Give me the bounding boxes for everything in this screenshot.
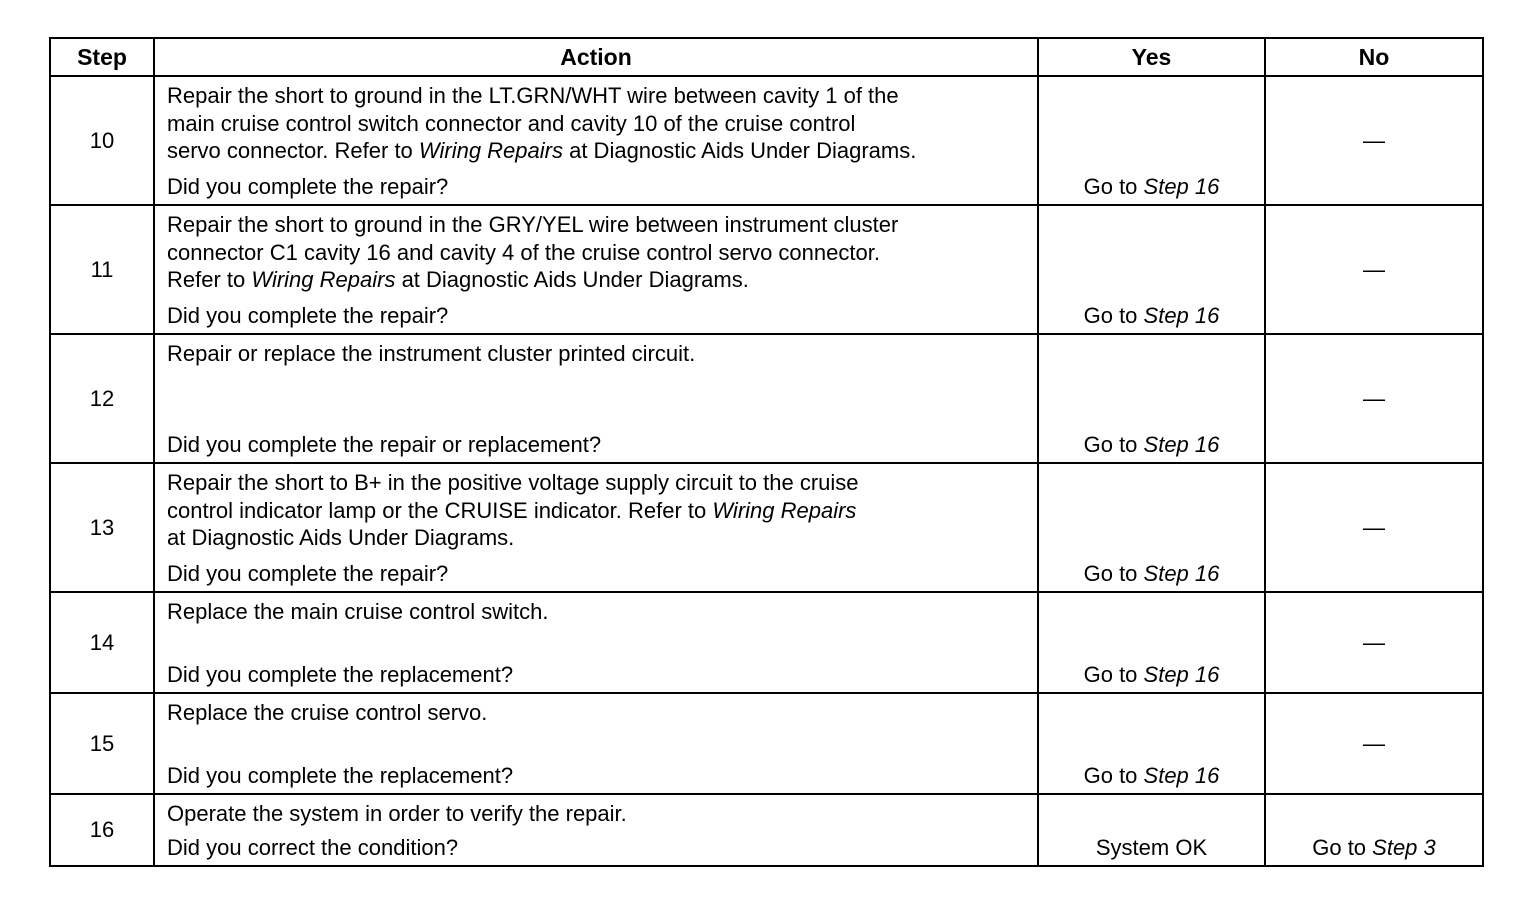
action-cell (154, 334, 1038, 463)
step-number: 10 (50, 76, 154, 205)
action-description: Repair the short to ground in the LT.GRN/WHT wire between cavity 1 of the main cruise control switch connector and cavity 10 of the cruise control servo connector. Refer to Wiring Repairs at Diagnostic Aids Under Diagrams. (167, 83, 917, 163)
no-cell: — (1265, 205, 1483, 334)
diagnostic-table (49, 37, 1484, 867)
header-step: Step (50, 38, 154, 76)
action-cell (154, 463, 1038, 592)
action-cell (154, 76, 1038, 205)
reference-link-text: Wiring Repairs (251, 267, 396, 292)
table-row (50, 76, 1483, 205)
diagnostic-table-sheet (49, 37, 1482, 867)
action-question: Did you correct the condition? (167, 834, 459, 860)
step-number: 13 (50, 463, 154, 592)
reference-link-text: Wiring Repairs (418, 138, 563, 163)
action-question: Did you complete the replacement? (167, 762, 514, 788)
action-question: Did you complete the replacement? (167, 661, 514, 687)
yes-cell: Go to Step 16 (1038, 205, 1265, 334)
action-question: Did you complete the repair? (167, 560, 449, 586)
action-cell (154, 205, 1038, 334)
yes-cell: System OK (1038, 794, 1265, 866)
step-number: 14 (50, 592, 154, 693)
action-question: Did you complete the repair or replacement? (167, 431, 602, 457)
no-cell: — (1265, 463, 1483, 592)
no-cell: — (1265, 76, 1483, 205)
table-row (50, 334, 1483, 463)
header-yes: Yes (1038, 38, 1265, 76)
action-description: Repair the short to ground in the GRY/YEL wire between instrument cluster connector C1 cavity 16 and cavity 4 of the cruise control servo connector. Refer to Wiring Repairs at Diagnostic Aids Under Diagrams. (167, 212, 899, 292)
action-description: Replace the main cruise control switch. (167, 599, 549, 624)
no-cell: — (1265, 693, 1483, 794)
action-cell (154, 592, 1038, 693)
header-action: Action (154, 38, 1038, 76)
yes-cell: Go to Step 16 (1038, 463, 1265, 592)
no-cell: — (1265, 592, 1483, 693)
action-question: Did you complete the repair? (167, 173, 449, 199)
step-number: 15 (50, 693, 154, 794)
yes-cell: Go to Step 16 (1038, 334, 1265, 463)
action-cell (154, 693, 1038, 794)
header-no: No (1265, 38, 1483, 76)
no-cell: — (1265, 334, 1483, 463)
step-number: 16 (50, 794, 154, 866)
action-question: Did you complete the repair? (167, 302, 449, 328)
yes-cell: Go to Step 16 (1038, 592, 1265, 693)
action-description: Repair the short to B+ in the positive voltage supply circuit to the cruise control indicator lamp or the CRUISE indicator. Refer to Wiring Repairs at Diagnostic Aids Under Diagrams. (167, 470, 859, 550)
no-cell: Go to Step 3 (1265, 794, 1483, 866)
action-description: Repair or replace the instrument cluster printed circuit. (167, 341, 696, 366)
action-description: Replace the cruise control servo. (167, 700, 488, 725)
step-number: 12 (50, 334, 154, 463)
table-row (50, 205, 1483, 334)
yes-cell: Go to Step 16 (1038, 693, 1265, 794)
table-row (50, 794, 1483, 866)
table-row (50, 693, 1483, 794)
action-cell (154, 794, 1038, 866)
reference-link-text: Wiring Repairs (712, 497, 857, 523)
action-description: Operate the system in order to verify the repair. (167, 801, 627, 826)
yes-cell: Go to Step 16 (1038, 76, 1265, 205)
table-row (50, 592, 1483, 693)
step-number: 11 (50, 205, 154, 334)
table-row (50, 463, 1483, 592)
header-row (50, 38, 1483, 76)
